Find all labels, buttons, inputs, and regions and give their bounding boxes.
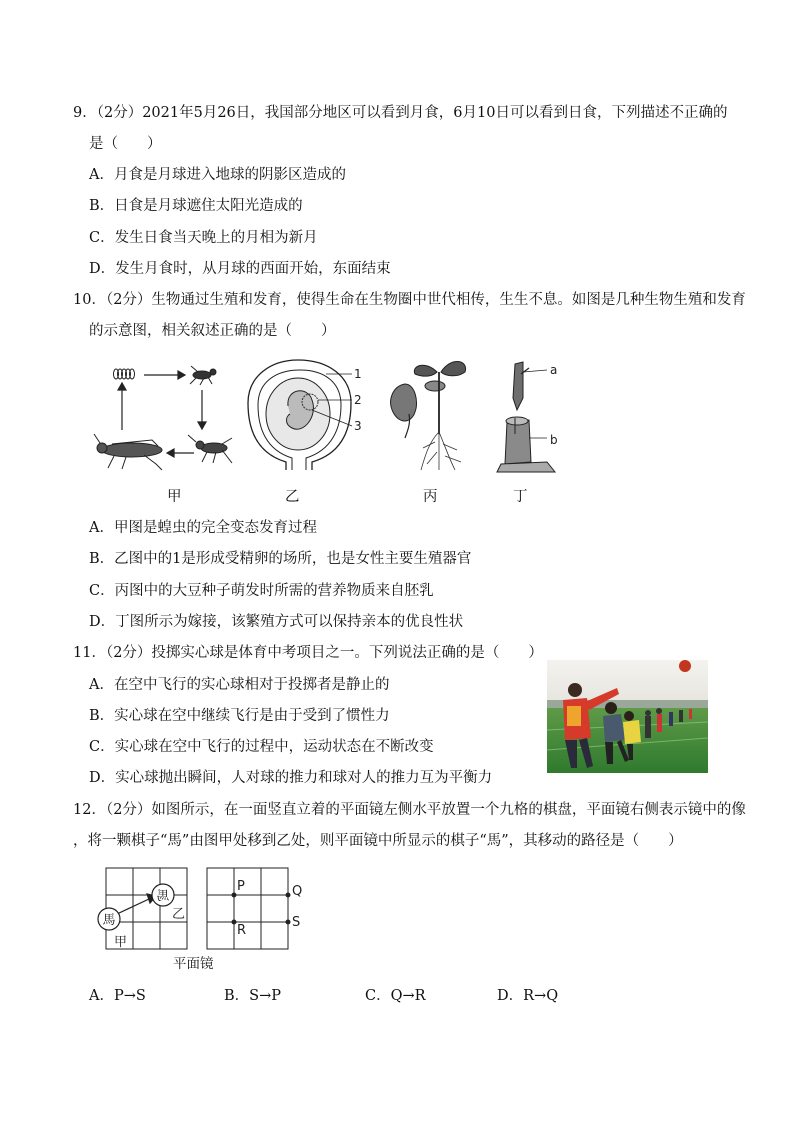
adult-grasshopper-icon: [94, 434, 162, 470]
q12-option-c[interactable]: C．Q→R: [365, 988, 426, 1004]
q10-stem-line2: 的示意图，相关叙述正确的是（ ）: [89, 323, 336, 339]
q12-stem-line2: ，将一颗棋子“馬”由图甲处移到乙处，则平面镜中所显示的棋子“馬”，其移动的路径是（ ）: [73, 833, 683, 849]
point-p-label: P: [237, 879, 245, 894]
q10-option-b[interactable]: B．乙图中的1是形成受精卵的场所，也是女性主要生殖器官: [89, 551, 472, 567]
label-yi-2: 2: [354, 393, 362, 407]
q12-option-b[interactable]: B．S→P: [224, 988, 281, 1004]
mirror-label: 平面镜: [173, 956, 214, 972]
q9-option-b[interactable]: B．日食是月球遮住太阳光造成的: [89, 198, 303, 214]
caption-ding: 丁: [513, 489, 528, 505]
q11-option-a[interactable]: A．在空中飞行的实心球相对于投掷者是静止的: [89, 677, 390, 693]
point-s-label: S: [292, 915, 301, 930]
q9-option-c[interactable]: C．发生日食当天晚上的月相为新月: [89, 230, 318, 246]
q12-option-a[interactable]: A．P→S: [89, 988, 146, 1004]
q11-stem-line1: 11．（2分）投掷实心球是体育中考项目之一。下列说法正确的是（ ）: [73, 645, 543, 661]
q9-option-a[interactable]: A．月食是月球进入地球的阴影区造成的: [89, 167, 346, 183]
move-arrow-icon: [117, 894, 156, 914]
figure-jia-grasshopper-cycle: [92, 360, 242, 475]
q12-option-d[interactable]: D．R→Q: [497, 988, 559, 1004]
q9-stem-line1: 9．（2分）2021年5月26日，我国部分地区可以看到月食，6月10日可以看到日食，下列描述不正确的: [73, 105, 728, 121]
caption-yi: 乙: [285, 489, 300, 505]
q10-stem-line1: 10．（2分）生物通过生殖和发育，使得生命在生物圈中世代相传，生生不息。如图是几种生物生殖和发育: [73, 292, 746, 308]
point-r-label: R: [237, 923, 247, 938]
caption-bing: 丙: [423, 489, 438, 505]
label-ding-b: b: [550, 433, 558, 447]
figure-ding-grafting: [495, 358, 565, 474]
figure-yi-uterus: [246, 358, 366, 476]
caption-jia: 甲: [167, 489, 182, 505]
q10-option-d[interactable]: D．丁图所示为嫁接，该繁殖方式可以保持亲本的优良性状: [89, 614, 464, 630]
q9-stem-line2: 是（ ）: [89, 136, 162, 152]
q10-option-a[interactable]: A．甲图是蝗虫的完全变态发育过程: [89, 520, 317, 536]
label-yi-1: 1: [354, 367, 362, 381]
label-yi-position: 乙: [172, 907, 186, 922]
point-q-label: Q: [292, 884, 303, 899]
figure-bing-bean-seedling: [385, 352, 480, 474]
q11-option-b[interactable]: B．实心球在空中继续飞行是由于受到了惯性力: [89, 708, 390, 724]
q9-option-d[interactable]: D．发生月食时，从月球的西面开始，东面结束: [89, 261, 391, 277]
q11-option-d[interactable]: D．实心球抛出瞬间，人对球的推力和球对人的推力互为平衡力: [89, 770, 493, 786]
right-chessboard: [207, 868, 288, 949]
q12-stem-line1: 12．（2分）如图所示，在一面竖直立着的平面镜左侧水平放置一个九格的棋盘，平面镜右侧表示镜中的像: [73, 802, 746, 818]
eggs-icon: [114, 369, 135, 379]
q10-option-c[interactable]: C．丙图中的大豆种子萌发时所需的营养物质来自胚乳: [89, 583, 434, 599]
nymph-small-icon: [190, 366, 216, 385]
label-ding-a: a: [550, 363, 558, 377]
label-jia-position: 甲: [114, 935, 128, 950]
piece-char-jia: 馬: [102, 913, 116, 928]
nymph-large-icon: [188, 435, 232, 463]
piece-char-yi: 馬: [156, 889, 170, 904]
photo-shot-put-students: [547, 660, 708, 773]
q11-option-c[interactable]: C．实心球在空中飞行的过程中，运动状态在不断改变: [89, 739, 434, 755]
label-yi-3: 3: [354, 419, 362, 433]
